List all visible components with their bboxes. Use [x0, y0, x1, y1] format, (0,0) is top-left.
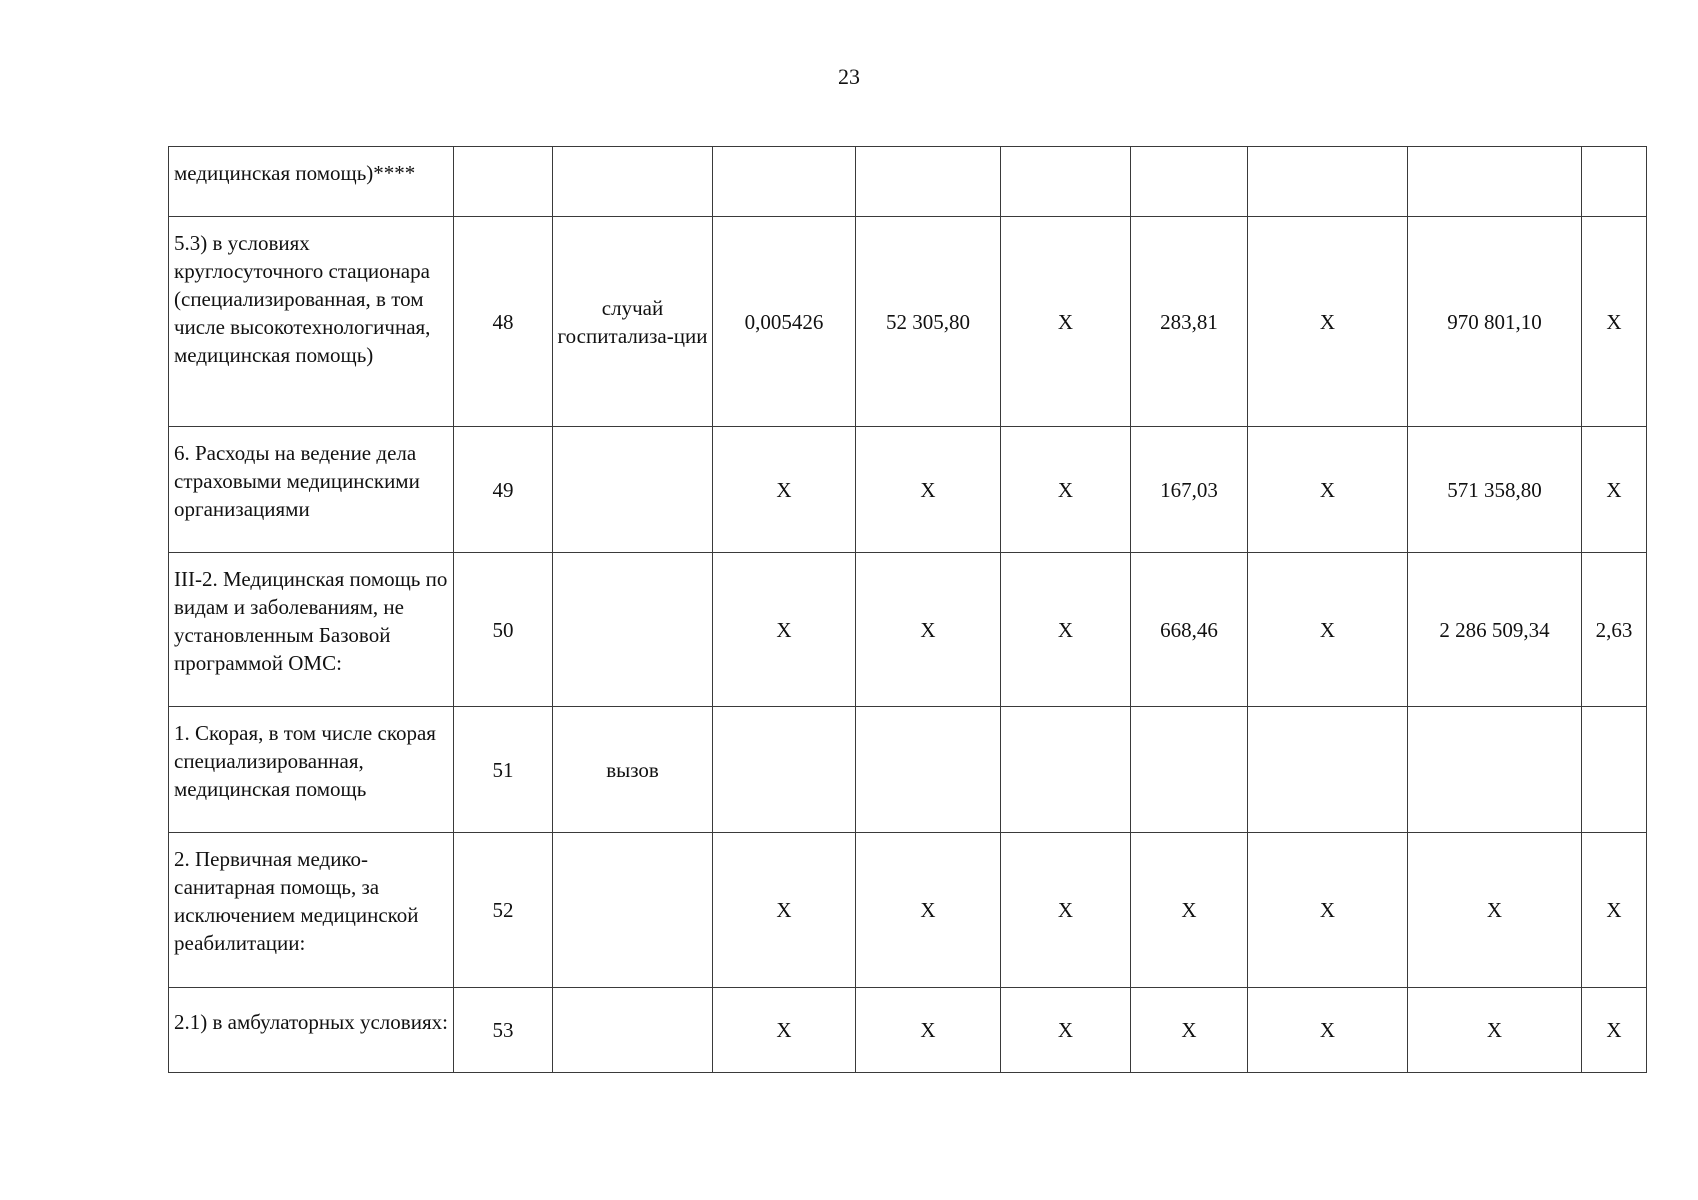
row-number-cell: 52 [454, 833, 553, 988]
row-name-cell: 2.1) в амбулаторных условиях: [169, 988, 454, 1073]
unit-cell [553, 833, 713, 988]
value-cell: X [856, 988, 1001, 1073]
value-cell: X [1001, 988, 1131, 1073]
unit-cell [553, 553, 713, 707]
value-cell: X [1248, 217, 1408, 427]
value-cell: X [1131, 833, 1248, 988]
value-cell: 2 286 509,34 [1408, 553, 1582, 707]
value-cell [1248, 147, 1408, 217]
value-cell: X [1001, 833, 1131, 988]
value-cell: X [1582, 427, 1647, 553]
unit-cell [553, 988, 713, 1073]
value-cell [856, 147, 1001, 217]
row-number-cell: 53 [454, 988, 553, 1073]
unit-cell: вызов [553, 707, 713, 833]
unit-cell: случай госпитализа-ции [553, 217, 713, 427]
value-cell: X [856, 833, 1001, 988]
value-cell [1001, 147, 1131, 217]
value-cell: X [1582, 988, 1647, 1073]
value-cell: X [1408, 833, 1582, 988]
value-cell: X [1248, 988, 1408, 1073]
row-name-cell: 6. Расходы на ведение дела страховыми медицинскими организациями [169, 427, 454, 553]
table-row [169, 707, 1647, 833]
value-cell: X [713, 833, 856, 988]
table-row [169, 988, 1647, 1073]
value-cell: X [713, 427, 856, 553]
row-name-cell: 1. Скорая, в том числе скорая специализированная, медицинская помощь [169, 707, 454, 833]
value-cell [1582, 707, 1647, 833]
row-number-cell: 51 [454, 707, 553, 833]
row-number-cell: 49 [454, 427, 553, 553]
value-cell: X [1248, 427, 1408, 553]
table-row [169, 427, 1647, 553]
row-number-cell: 50 [454, 553, 553, 707]
value-cell: 0,005426 [713, 217, 856, 427]
unit-cell [553, 427, 713, 553]
value-cell: 283,81 [1131, 217, 1248, 427]
value-cell: 2,63 [1582, 553, 1647, 707]
value-cell: 668,46 [1131, 553, 1248, 707]
value-cell: X [856, 553, 1001, 707]
value-cell: X [1248, 553, 1408, 707]
table-row [169, 147, 1647, 217]
value-cell [1248, 707, 1408, 833]
program-cost-table [168, 146, 1647, 1073]
row-name-cell: III-2. Медицинская помощь по видам и заболеваниям, не установленным Базовой программой ОМС: [169, 553, 454, 707]
value-cell [1131, 147, 1248, 217]
value-cell [1408, 147, 1582, 217]
value-cell [713, 707, 856, 833]
value-cell: X [1408, 988, 1582, 1073]
value-cell: X [1248, 833, 1408, 988]
value-cell: X [1001, 217, 1131, 427]
value-cell [1582, 147, 1647, 217]
value-cell: X [1001, 553, 1131, 707]
value-cell: 167,03 [1131, 427, 1248, 553]
unit-cell [553, 147, 713, 217]
row-number-cell: 48 [454, 217, 553, 427]
table-row [169, 833, 1647, 988]
value-cell [1131, 707, 1248, 833]
value-cell: 52 305,80 [856, 217, 1001, 427]
row-number-cell [454, 147, 553, 217]
value-cell [713, 147, 856, 217]
value-cell: X [856, 427, 1001, 553]
page-number: 23 [838, 64, 860, 89]
value-cell: X [1131, 988, 1248, 1073]
table-row [169, 217, 1647, 427]
value-cell: X [1582, 217, 1647, 427]
value-cell [1001, 707, 1131, 833]
value-cell: X [713, 988, 856, 1073]
value-cell: X [1582, 833, 1647, 988]
value-cell: X [1001, 427, 1131, 553]
table-row [169, 553, 1647, 707]
row-name-cell: 2. Первичная медико-санитарная помощь, за исключением медицинской реабилитации: [169, 833, 454, 988]
value-cell: X [713, 553, 856, 707]
row-name-cell: 5.3) в условиях круглосуточного стационара (специализированная, в том числе высокотехнологичная, медицинская помощь) [169, 217, 454, 427]
value-cell: 970 801,10 [1408, 217, 1582, 427]
value-cell [1408, 707, 1582, 833]
value-cell [856, 707, 1001, 833]
row-name-cell: медицинская помощь)**** [169, 147, 454, 217]
value-cell: 571 358,80 [1408, 427, 1582, 553]
